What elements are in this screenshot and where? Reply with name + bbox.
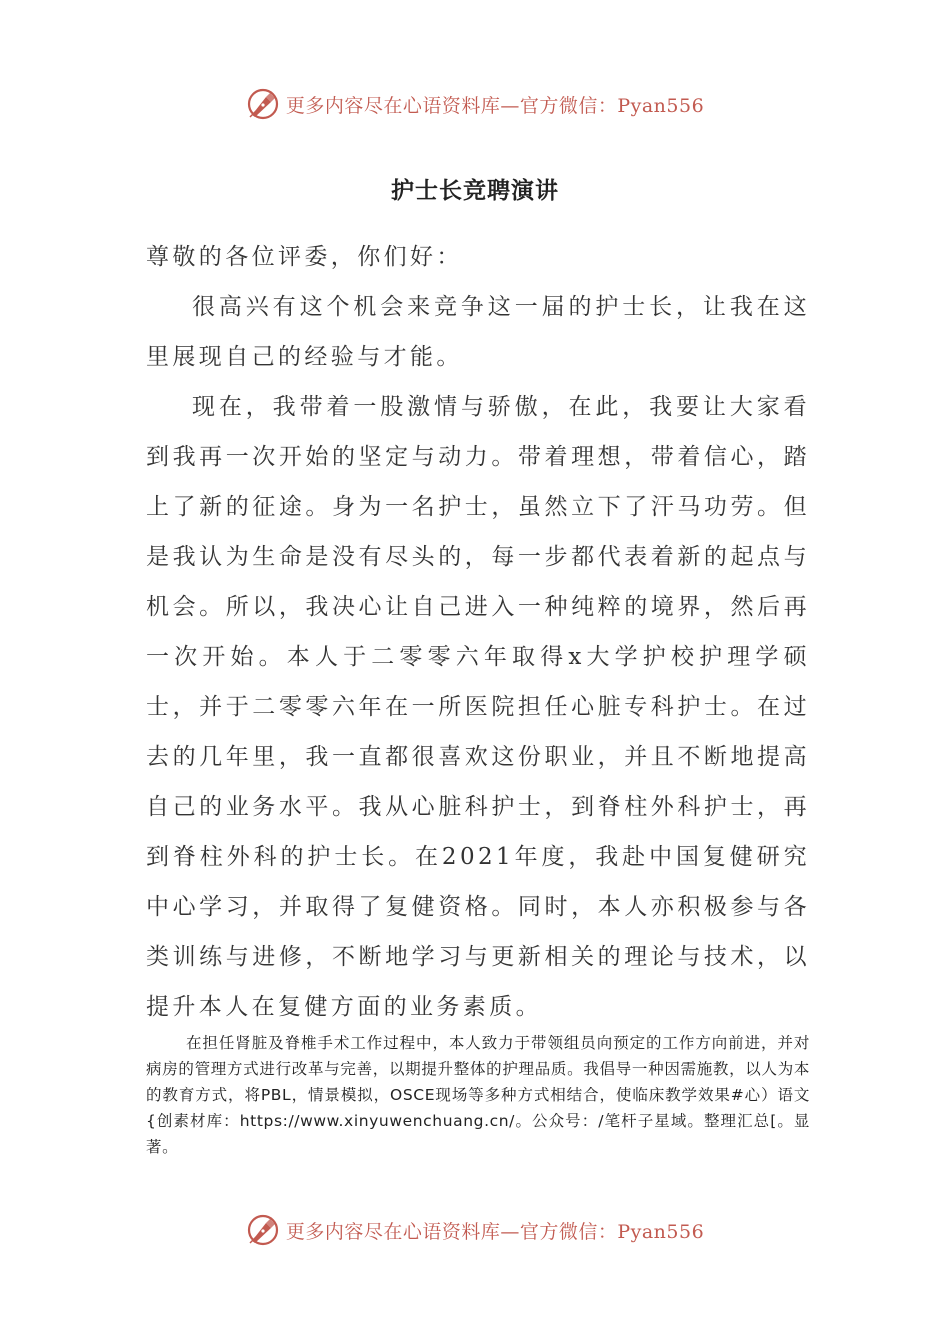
document-body <box>146 232 810 1032</box>
header-banner <box>0 82 950 126</box>
paragraph-2: 现在，我带着一股激情与骄傲，在此，我要让大家看到我再一次开始的坚定与动力。带着理想，带着信心，踏上了新的征途。身为一名护士，虽然立下了汗马功劳。但是我认为生命是没有尽头的，每一步都代表着新的起点与机会。所以，我决心让自己进入一种纯粹的境界，然后再一次开始。本人于二零零六年取得x大学护校护理学硕士，并于二零零六年在一所医院担任心脏专科护士。在过去的几年里，我一直都很喜欢这份职业，并且不断地提高自己的业务水平。我从心脏科护士，到脊柱外科护士，再到脊柱外科的护士长。在2021年度，我赴中国复健研究中心学习，并取得了复健资格。同时，本人亦积极参与各类训练与进修，不断地学习与更新相关的理论与技术，以提升本人在复健方面的业务素质。 <box>146 394 810 1020</box>
footer-banner <box>0 1208 950 1252</box>
small-paragraph: 在担任肾脏及脊椎手术工作过程中，本人致力于带领组员向预定的工作方向前进，并对病房的管理方式进行改革与完善，以期提升整体的护理品质。我倡导一种因需施教，以人为本的教育方式，将PBL，情景模拟，OSCE现场等多种方式相结合，使临床教学效果#心）语文{创素材库：https://www.xinyuwenchuang.cn/。公众号：/笔杆子星域。整理汇总[。显著。 <box>146 1034 810 1156</box>
document-title: 护士长竞聘演讲 <box>391 177 559 204</box>
paragraph-1: 很高兴有这个机会来竞争这一届的护士长，让我在这里展现自己的经验与才能。 <box>146 294 810 370</box>
pen-nib-logo-icon <box>246 1213 280 1247</box>
greeting: 尊敬的各位评委，你们好： <box>146 244 463 270</box>
header-banner-text: 更多内容尽在心语资料库—官方微信：Pyan556 <box>285 94 705 117</box>
pen-nib-logo-icon <box>246 87 280 121</box>
footer-banner-text: 更多内容尽在心语资料库—官方微信：Pyan556 <box>285 1220 705 1243</box>
